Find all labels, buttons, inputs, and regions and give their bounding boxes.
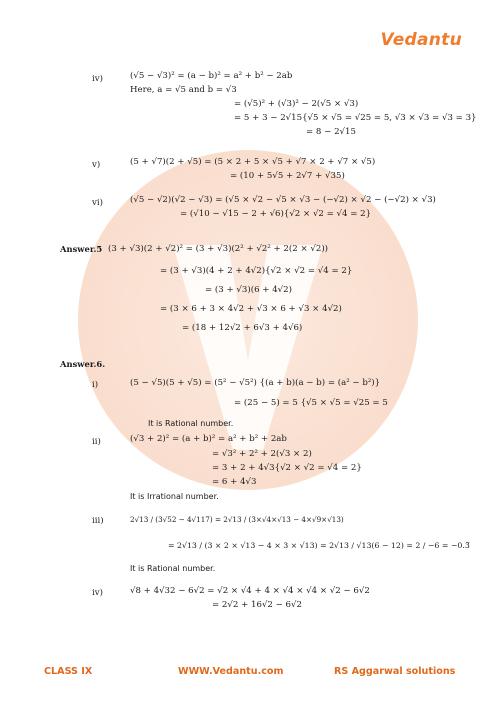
- equation-line: = √3² + 2² + 2(√3 × 2): [212, 449, 312, 459]
- conclusion-text: It is Irrational number.: [130, 492, 219, 501]
- equation-line: (√5 − √2)(√2 − √3) = (√5 × √2 − √5 × √3 − (−√2) × √2 − (−√2) × √3): [130, 195, 436, 205]
- equation-line: = (10 + 5√5 + 2√7 + √35): [230, 171, 345, 181]
- equation-line: = 8 − 2√15: [306, 127, 356, 137]
- equation-line: = (√5)² + (√3)² − 2(√5 × √3): [234, 99, 359, 109]
- equation-line: (√5 − √3)² = (a − b)² = a² + b² − 2ab: [130, 71, 293, 81]
- equation-line: = 5 + 3 − 2√15{√5 × √5 = √25 = 5, √3 × √3 = √3 = 3}: [234, 113, 477, 123]
- conclusion-text: It is Rational number.: [148, 419, 234, 428]
- equation-line: = (18 + 12√2 + 6√3 + 4√6): [182, 323, 303, 333]
- equation-line: = (√10 − √15 − 2 + √6){√2 × √2 = √4 = 2}: [180, 209, 372, 219]
- equation-line: (√3 + 2)² = (a + b)² = a² + b² + 2ab: [130, 434, 287, 444]
- equation-line: (3 + √3)(2 + √2)² = (3 + √3)(2² + √2² + 2(2 × √2)): [108, 244, 329, 254]
- footer-book: RS Aggarwal solutions: [334, 666, 456, 677]
- equation-line: = 6 + 4√3: [212, 477, 257, 487]
- part-label: i): [92, 380, 99, 390]
- equation-line: = (3 × 6 + 3 × 4√2 + √3 × 6 + √3 × 4√2): [160, 304, 342, 314]
- equation-line: Here, a = √5 and b = √3: [130, 85, 237, 95]
- equation-line: = 2√2 + 16√2 − 6√2: [212, 600, 302, 610]
- page-footer: [0, 666, 496, 680]
- equation-line: 2√13 / (3√52 − 4√117) = 2√13 / (3×√4×√13 − 4×√9×√13): [130, 515, 344, 524]
- equation-line: √8 + 4√32 − 6√2 = √2 × √4 + 4 × √4 × √4 × √2 − 6√2: [130, 586, 370, 596]
- part-label: iv): [92, 74, 103, 84]
- part-label: iv): [92, 588, 103, 598]
- answer-heading: Answer.5: [60, 244, 103, 254]
- conclusion-text: It is Rational number.: [130, 564, 216, 573]
- equation-line: = (3 + √3)(4 + 2 + 4√2){√2 × √2 = √4 = 2}: [160, 266, 353, 276]
- equation-line: = (3 + √3)(6 + 4√2): [205, 285, 292, 295]
- equation-line: = 2√13 / (3 × 2 × √13 − 4 × 3 × √13) = 2√13 / √13(6 − 12) = 2 / −6 = −0.3̅: [168, 541, 470, 550]
- footer-class: CLASS IX: [44, 666, 93, 677]
- part-label: ii): [92, 437, 101, 447]
- answer-heading: Answer.6.: [60, 359, 106, 369]
- part-label: v): [92, 160, 101, 170]
- part-label: vi): [92, 198, 103, 208]
- equation-line: = 3 + 2 + 4√3{√2 × √2 = √4 = 2}: [212, 463, 362, 473]
- equation-line: (5 − √5)(5 + √5) = (5² − √5²) {(a + b)(a − b) = (a² − b²)}: [130, 378, 381, 388]
- vedantu-logo: Vedantu: [380, 30, 462, 50]
- footer-website[interactable]: WWW.Vedantu.com: [178, 666, 284, 677]
- part-label: iii): [92, 516, 104, 526]
- equation-line: = (25 − 5) = 5 {√5 × √5 = √25 = 5: [234, 398, 388, 408]
- equation-line: (5 + √7)(2 + √5) = (5 × 2 + 5 × √5 + √7 × 2 + √7 × √5): [130, 157, 376, 167]
